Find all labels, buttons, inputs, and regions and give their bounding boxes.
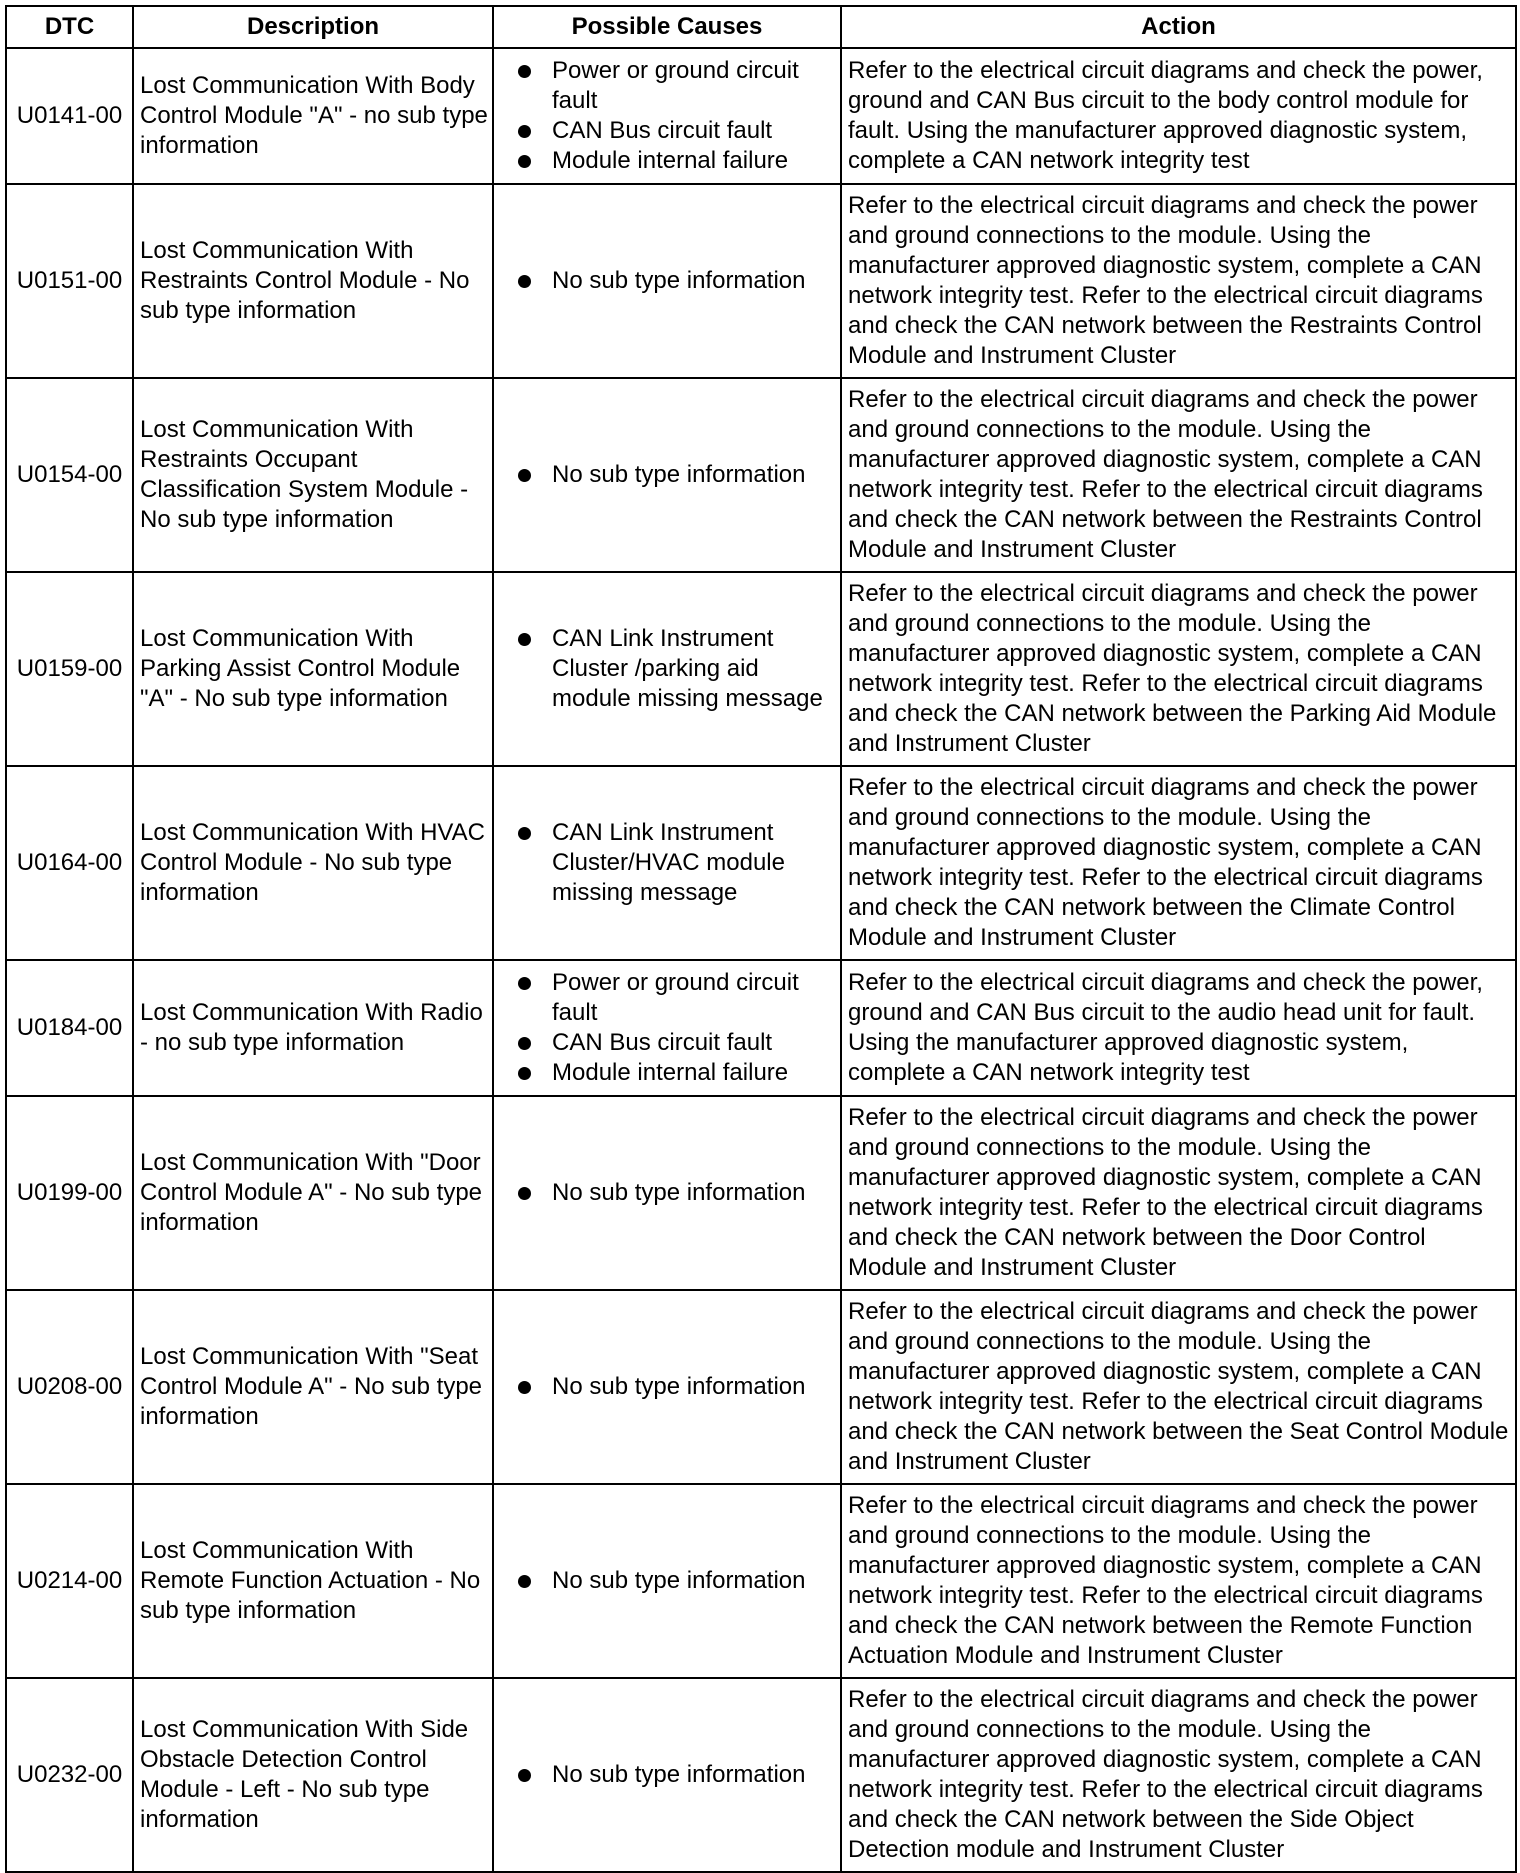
header-action: Action [841, 6, 1516, 48]
possible-causes-list [516, 968, 836, 1088]
dtc-description: Lost Communication With "Seat Control Module A" - No sub type information [133, 1290, 493, 1484]
possible-cause-item: CAN Link Instrument Cluster /parking aid module missing message [516, 624, 836, 714]
dtc-description: Lost Communication With Side Obstacle Detection Control Module - Left - No sub type information [133, 1678, 493, 1872]
dtc-code: U0141-00 [6, 48, 133, 184]
possible-causes-list [516, 624, 836, 714]
table-row [6, 1484, 1516, 1678]
possible-cause-item: No sub type information [516, 1566, 836, 1596]
possible-causes-list [516, 818, 836, 908]
dtc-description: Lost Communication With Restraints Control Module - No sub type information [133, 184, 493, 378]
dtc-code: U0199-00 [6, 1096, 133, 1290]
dtc-action: Refer to the electrical circuit diagrams and check the power and ground connections to the module. Using the manufacturer approved diagnostic system, complete a CAN network integrity test. Refer to the electrical circuit diagrams and check the CAN network between the Side Object Detection module and Instrument Cluster [841, 1678, 1516, 1872]
possible-causes-cell [493, 1484, 841, 1678]
possible-causes-cell [493, 766, 841, 960]
possible-causes-list [516, 1372, 836, 1402]
dtc-description: Lost Communication With Radio - no sub type information [133, 960, 493, 1096]
dtc-code: U0208-00 [6, 1290, 133, 1484]
possible-cause-item: Power or ground circuit fault [516, 56, 836, 116]
possible-causes-cell [493, 960, 841, 1096]
table-row [6, 48, 1516, 184]
possible-cause-item: Module internal failure [516, 146, 836, 176]
table-row [6, 960, 1516, 1096]
dtc-action: Refer to the electrical circuit diagrams and check the power and ground connections to the module. Using the manufacturer approved diagnostic system, complete a CAN network integrity test. Refer to the electrical circuit diagrams and check the CAN network between the Door Control Module and Instrument Cluster [841, 1096, 1516, 1290]
possible-cause-item: CAN Bus circuit fault [516, 1028, 836, 1058]
table-row [6, 1678, 1516, 1872]
possible-causes-cell [493, 184, 841, 378]
table-body [6, 48, 1516, 1872]
table-row [6, 572, 1516, 766]
possible-causes-cell [493, 572, 841, 766]
possible-causes-cell [493, 378, 841, 572]
dtc-action: Refer to the electrical circuit diagrams and check the power, ground and CAN Bus circuit to the body control module for fault. Using the manufacturer approved diagnostic system, complete a CAN network integrity test [841, 48, 1516, 184]
possible-causes-cell [493, 1290, 841, 1484]
dtc-action: Refer to the electrical circuit diagrams and check the power and ground connections to the module. Using the manufacturer approved diagnostic system, complete a CAN network integrity test. Refer to the electrical circuit diagrams and check the CAN network between the Parking Aid Module and Instrument Cluster [841, 572, 1516, 766]
table-row [6, 1290, 1516, 1484]
dtc-code: U0184-00 [6, 960, 133, 1096]
possible-causes-cell [493, 48, 841, 184]
header-description: Description [133, 6, 493, 48]
possible-cause-item: Power or ground circuit fault [516, 968, 836, 1028]
possible-cause-item: No sub type information [516, 1372, 836, 1402]
possible-cause-item: CAN Bus circuit fault [516, 116, 836, 146]
possible-causes-cell [493, 1096, 841, 1290]
possible-causes-list [516, 1566, 836, 1596]
table-row [6, 184, 1516, 378]
dtc-action: Refer to the electrical circuit diagrams and check the power and ground connections to the module. Using the manufacturer approved diagnostic system, complete a CAN network integrity test. Refer to the electrical circuit diagrams and check the CAN network between the Restraints Control Module and Instrument Cluster [841, 184, 1516, 378]
dtc-action: Refer to the electrical circuit diagrams and check the power and ground connections to the module. Using the manufacturer approved diagnostic system, complete a CAN network integrity test. Refer to the electrical circuit diagrams and check the CAN network between the Seat Control Module and Instrument Cluster [841, 1290, 1516, 1484]
dtc-description: Lost Communication With Remote Function Actuation - No sub type information [133, 1484, 493, 1678]
table-row [6, 1096, 1516, 1290]
possible-cause-item: CAN Link Instrument Cluster/HVAC module missing message [516, 818, 836, 908]
dtc-action: Refer to the electrical circuit diagrams and check the power, ground and CAN Bus circuit to the audio head unit for fault. Using the manufacturer approved diagnostic system, complete a CAN network integrity test [841, 960, 1516, 1096]
possible-causes-list [516, 1178, 836, 1208]
dtc-code: U0151-00 [6, 184, 133, 378]
dtc-code: U0214-00 [6, 1484, 133, 1678]
dtc-description: Lost Communication With HVAC Control Module - No sub type information [133, 766, 493, 960]
dtc-code: U0154-00 [6, 378, 133, 572]
dtc-code: U0164-00 [6, 766, 133, 960]
dtc-code: U0232-00 [6, 1678, 133, 1872]
possible-causes-list [516, 266, 836, 296]
table-row [6, 766, 1516, 960]
dtc-code: U0159-00 [6, 572, 133, 766]
dtc-action: Refer to the electrical circuit diagrams and check the power and ground connections to the module. Using the manufacturer approved diagnostic system, complete a CAN network integrity test. Refer to the electrical circuit diagrams and check the CAN network between the Remote Function Actuation Module and Instrument Cluster [841, 1484, 1516, 1678]
header-possible-causes: Possible Causes [493, 6, 841, 48]
possible-cause-item: No sub type information [516, 1760, 836, 1790]
possible-cause-item: No sub type information [516, 460, 836, 490]
dtc-action: Refer to the electrical circuit diagrams and check the power and ground connections to the module. Using the manufacturer approved diagnostic system, complete a CAN network integrity test. Refer to the electrical circuit diagrams and check the CAN network between the Climate Control Module and Instrument Cluster [841, 766, 1516, 960]
dtc-description: Lost Communication With "Door Control Module A" - No sub type information [133, 1096, 493, 1290]
possible-causes-list [516, 460, 836, 490]
possible-causes-cell [493, 1678, 841, 1872]
header-dtc: DTC [6, 6, 133, 48]
possible-causes-list [516, 56, 836, 176]
possible-cause-item: No sub type information [516, 266, 836, 296]
dtc-description: Lost Communication With Restraints Occupant Classification System Module - No sub type information [133, 378, 493, 572]
possible-cause-item: Module internal failure [516, 1058, 836, 1088]
dtc-description: Lost Communication With Body Control Module "A" - no sub type information [133, 48, 493, 184]
dtc-action: Refer to the electrical circuit diagrams and check the power and ground connections to the module. Using the manufacturer approved diagnostic system, complete a CAN network integrity test. Refer to the electrical circuit diagrams and check the CAN network between the Restraints Control Module and Instrument Cluster [841, 378, 1516, 572]
header-row [6, 6, 1516, 48]
possible-causes-list [516, 1760, 836, 1790]
dtc-description: Lost Communication With Parking Assist Control Module "A" - No sub type information [133, 572, 493, 766]
dtc-table [5, 5, 1517, 1873]
possible-cause-item: No sub type information [516, 1178, 836, 1208]
table-row [6, 378, 1516, 572]
